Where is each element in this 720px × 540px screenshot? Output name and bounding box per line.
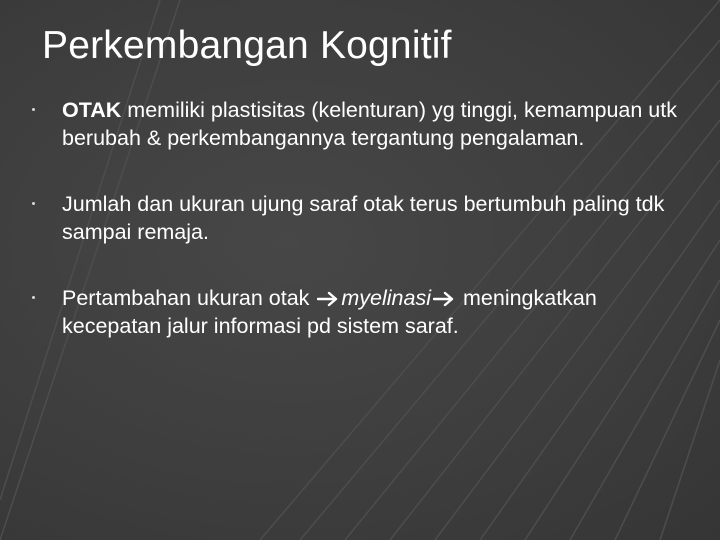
- bullet-list: [30, 96, 690, 378]
- bullet-term: myelinasi: [341, 286, 432, 310]
- bullet-dot-icon: [32, 108, 35, 111]
- slide-title: Perkembangan Kognitif: [42, 24, 452, 67]
- bullet-text: Jumlah dan ukuran ujung saraf otak terus bertumbuh paling tdk sampai remaja.: [62, 192, 665, 244]
- bullet-item: [30, 190, 690, 246]
- bullet-dot-icon: [32, 202, 35, 205]
- bullet-item: [30, 284, 690, 340]
- right-arrow-icon: [433, 291, 455, 307]
- bullet-item: [30, 96, 690, 152]
- right-arrow-icon: [317, 291, 339, 307]
- bullet-dot-icon: [32, 296, 35, 299]
- bullet-text-after: meningkatkan kecepatan jalur informasi pd sistem saraf.: [62, 286, 597, 338]
- bullet-text: memiliki plastisitas (kelenturan) yg tinggi, kemampuan utk berubah & perkembangannya tergantung pengalaman.: [62, 98, 677, 150]
- bullet-lead-text: OTAK: [62, 98, 122, 122]
- bullet-text-before: Pertambahan ukuran otak: [62, 286, 316, 310]
